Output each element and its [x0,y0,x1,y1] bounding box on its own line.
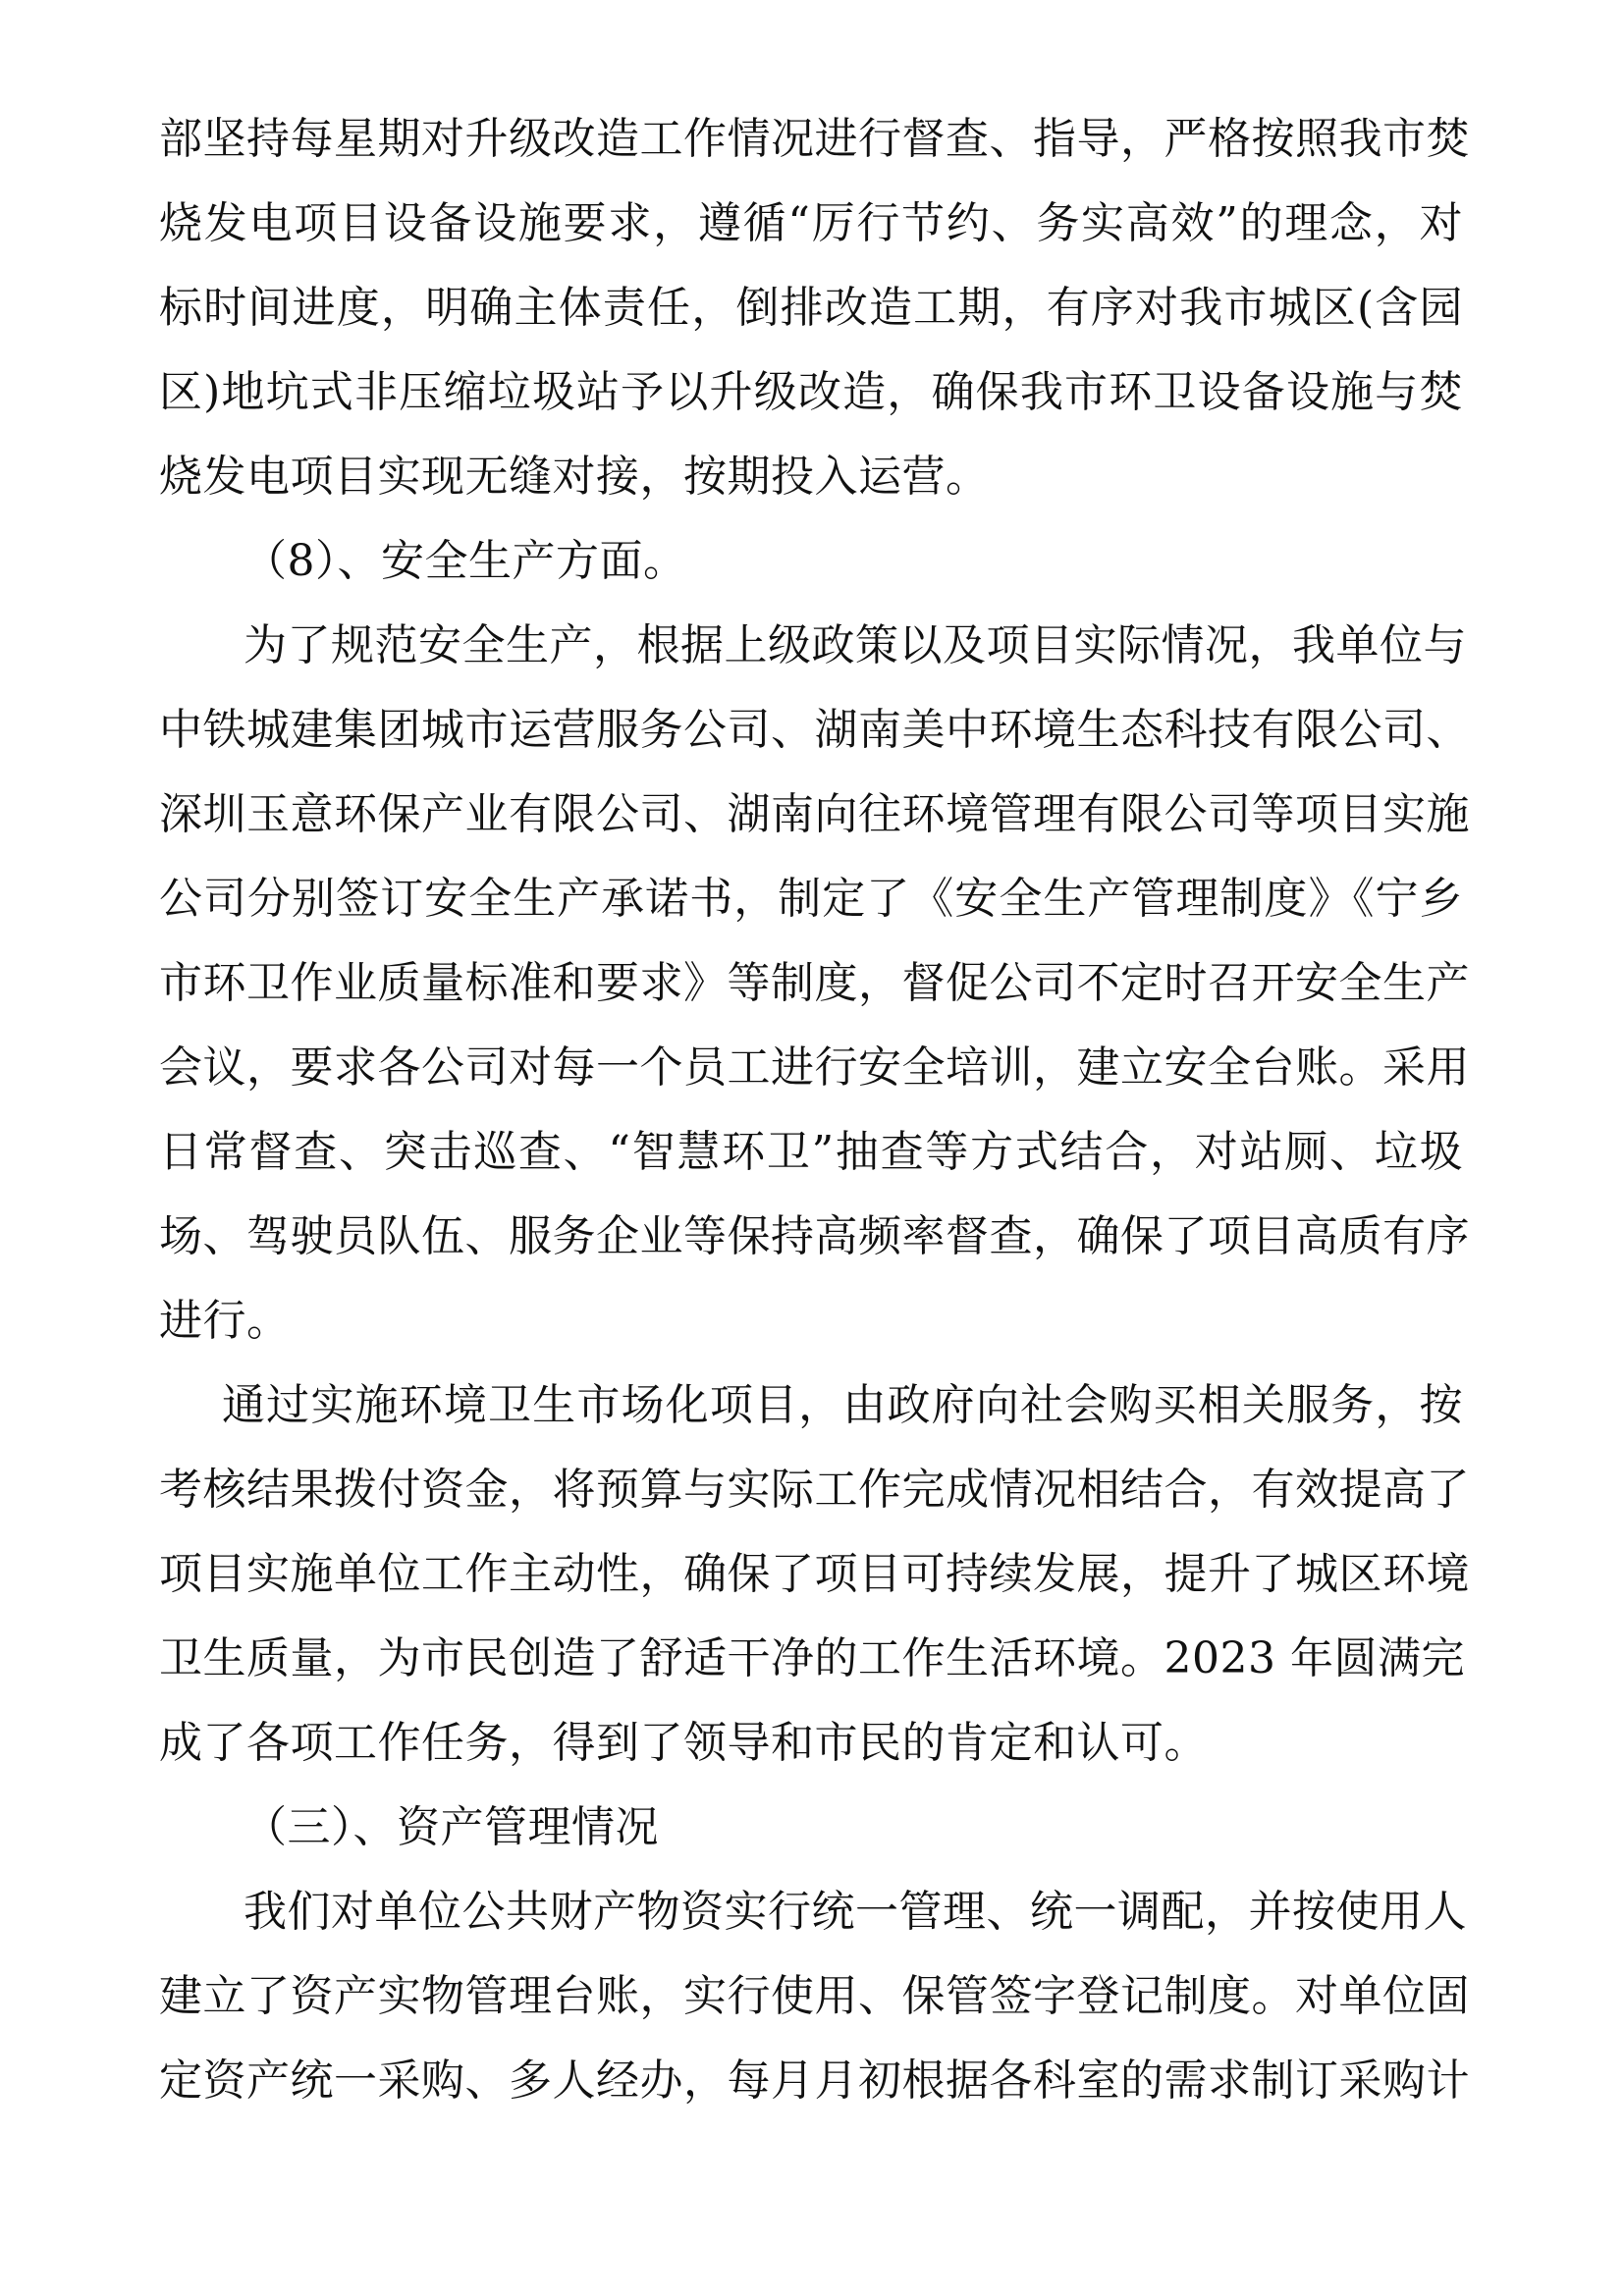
paragraph-line: 部坚持每星期对升级改造工作情况进行督查、指导，严格按照我市焚 [159,114,1470,164]
paragraph-line: 定资产统一采购、多人经办，每月月初根据各科室的需求制订采购计 [159,2056,1470,2106]
section-heading: （8）、安全生产方面。 [244,536,687,586]
paragraph-line: 为了规范安全生产，根据上级政策以及项目实际情况，我单位与 [244,620,1467,670]
paragraph-line: 成了各项工作任务，得到了领导和市民的肯定和认可。 [159,1718,1208,1768]
paragraph-line: 中铁城建集团城市运营服务公司、湖南美中环境生态科技有限公司、 [159,705,1470,755]
paragraph-line: 市环卫作业质量标准和要求》等制度，督促公司不定时召开安全生产 [159,958,1470,1008]
paragraph-line: 日常督查、突击巡查、“智慧环卫”抽查等方式结合，对站厕、垃圾 [159,1127,1463,1177]
paragraph-line: 通过实施环境卫生市场化项目，由政府向社会购买相关服务，按 [222,1380,1463,1430]
paragraph-line: 区)地坑式非压缩垃圾站予以升级改造，确保我市环卫设备设施与焚 [159,367,1463,417]
section-heading: （三）、资产管理情况 [244,1802,659,1852]
paragraph-line: 深圳玉意环保产业有限公司、湖南向往环境管理有限公司等项目实施 [159,789,1470,839]
paragraph-line: 我们对单位公共财产物资实行统一管理、统一调配，并按使用人 [244,1887,1467,1937]
paragraph-line: 建立了资产实物管理台账，实行使用、保管签字登记制度。对单位固 [159,1971,1470,2021]
paragraph-line: 烧发电项目设备设施要求，遵循“厉行节约、务实高效”的理念，对 [159,198,1463,248]
paragraph-line: 场、驾驶员队伍、服务企业等保持高频率督查，确保了项目高质有序 [159,1211,1470,1261]
paragraph-line: 进行。 [159,1296,291,1346]
paragraph-line: 卫生质量，为市民创造了舒适干净的工作生活环境。2023 年圆满完 [159,1633,1465,1683]
paragraph-line: 烧发电项目实现无缝对接，按期投入运营。 [159,452,990,502]
paragraph-line: 公司分别签订安全生产承诺书，制定了《安全生产管理制度》《宁乡 [159,874,1463,924]
paragraph-line: 项目实施单位工作主动性，确保了项目可持续发展，提升了城区环境 [159,1549,1470,1599]
paragraph-line: 考核结果拨付资金，将预算与实际工作完成情况相结合，有效提高了 [159,1465,1470,1515]
paragraph-line: 会议，要求各公司对每一个员工进行安全培训，建立安全台账。采用 [159,1042,1470,1093]
paragraph-line: 标时间进度，明确主体责任，倒排改造工期，有序对我市城区(含园 [159,283,1463,333]
